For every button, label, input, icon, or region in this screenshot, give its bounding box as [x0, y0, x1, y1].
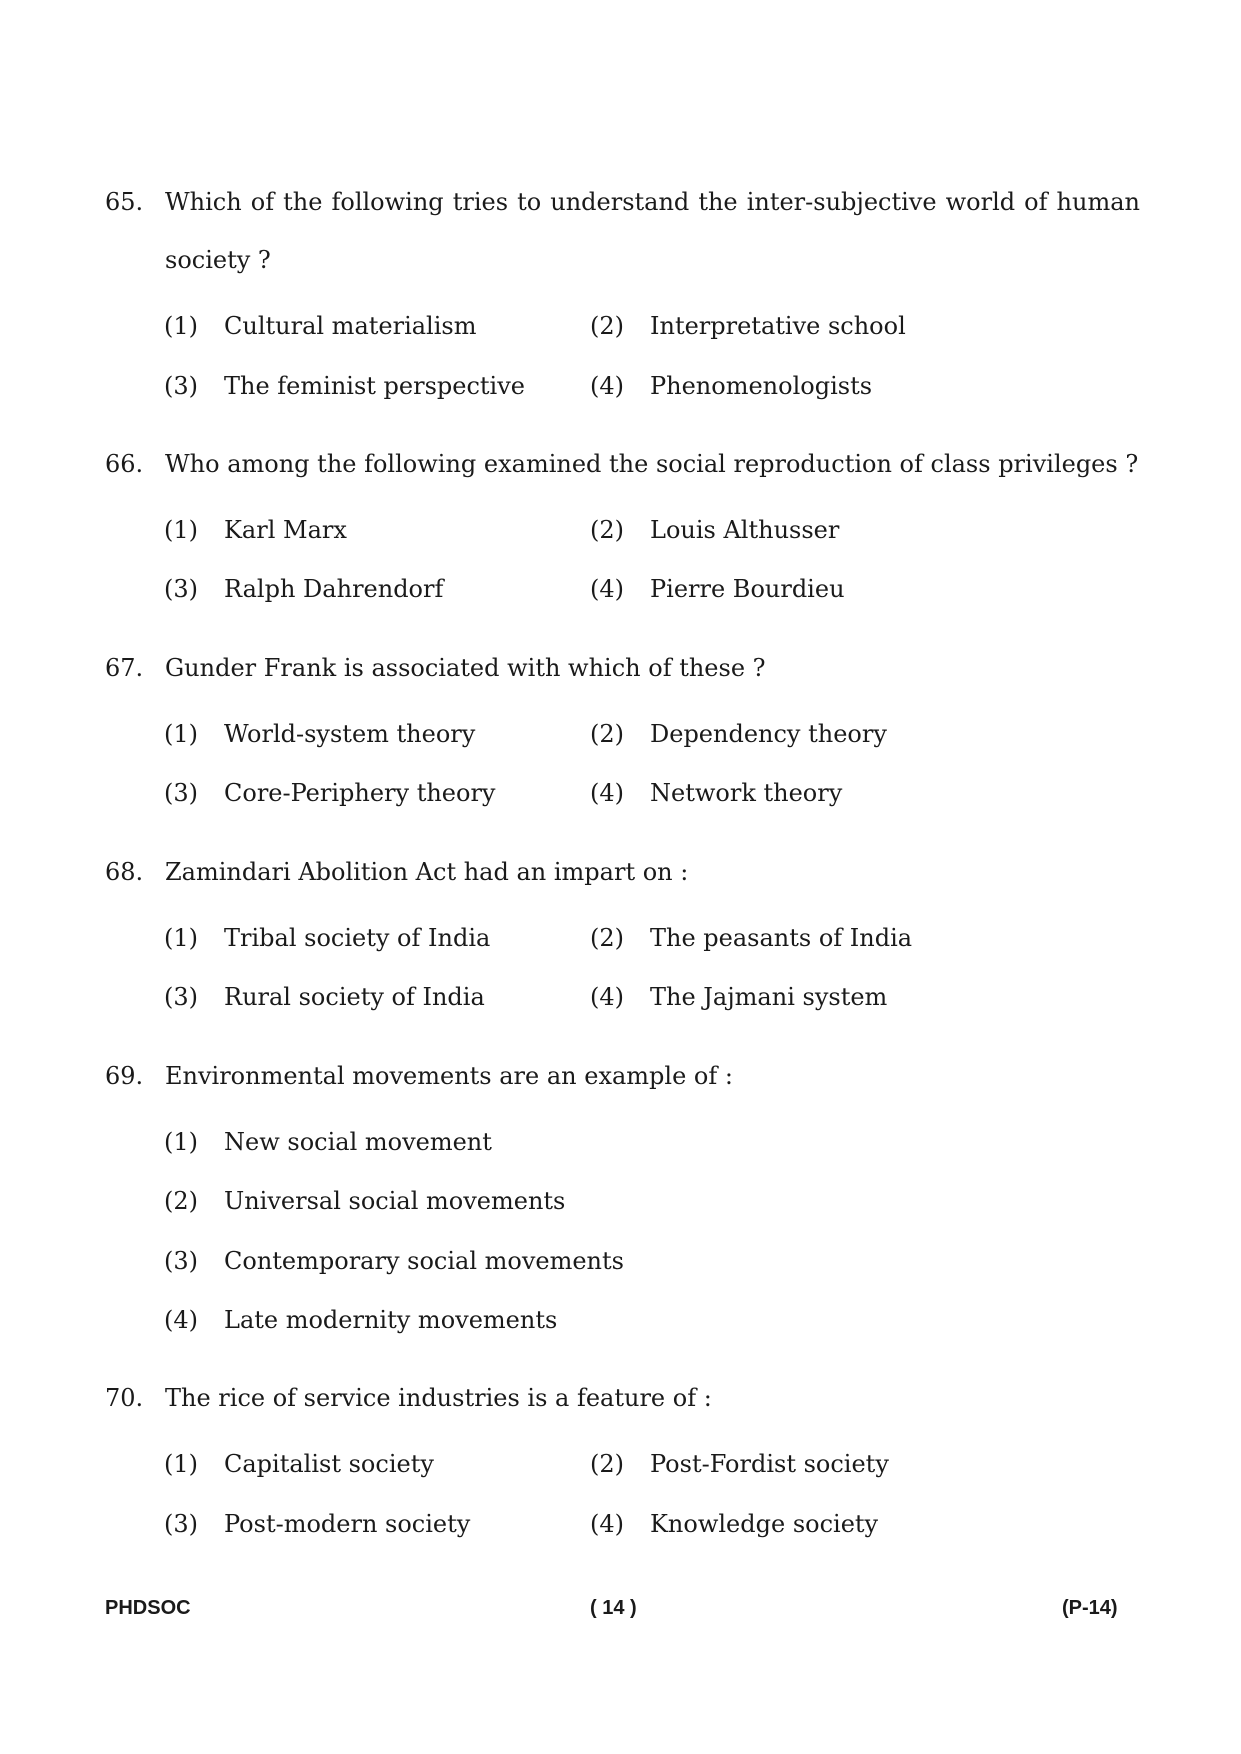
option-number: (1) [164, 312, 198, 340]
option-number: (1) [164, 924, 198, 952]
option-text: Universal social movements [224, 1187, 566, 1215]
option-number: (2) [590, 312, 624, 340]
question-text: Gunder Frank is associated with which of these ? [165, 654, 766, 682]
option-text: Pierre Bourdieu [650, 575, 845, 603]
option-text: Contemporary social movements [224, 1247, 624, 1275]
question-text: Zamindari Abolition Act had an impart on : [165, 858, 689, 886]
option-text: Ralph Dahrendorf [224, 575, 444, 603]
option-number: (3) [164, 1247, 198, 1275]
question-number: 69. [105, 1062, 144, 1090]
footer-page-ref: (P-14) [1062, 1597, 1118, 1619]
question-number: 67. [105, 654, 144, 682]
option-number: (2) [590, 1450, 624, 1478]
question-text: The rice of service industries is a feature of : [165, 1384, 712, 1412]
option-text: Core-Periphery theory [224, 779, 496, 807]
option-text: The peasants of India [650, 924, 913, 952]
option-text: World-system theory [224, 720, 476, 748]
option-text: Louis Althusser [650, 516, 840, 544]
option-number: (3) [164, 575, 198, 603]
option-number: (4) [590, 1510, 624, 1538]
option-number: (3) [164, 983, 198, 1011]
option-number: (1) [164, 1128, 198, 1156]
option-text: New social movement [224, 1128, 492, 1156]
question-text-line1: Which of the following tries to understand the inter-subjective world of human [165, 188, 1140, 216]
question-number: 66. [105, 450, 144, 478]
option-number: (1) [164, 516, 198, 544]
option-text: Late modernity movements [224, 1306, 558, 1334]
option-number: (2) [590, 516, 624, 544]
option-text: Rural society of India [224, 983, 485, 1011]
option-text: Network theory [650, 779, 843, 807]
option-text: Tribal society of India [224, 924, 491, 952]
option-number: (4) [164, 1306, 198, 1334]
option-text: Phenomenologists [650, 372, 873, 400]
option-number: (3) [164, 1510, 198, 1538]
option-text: Karl Marx [224, 516, 347, 544]
question-number: 65. [105, 188, 144, 216]
option-text: Cultural materialism [224, 312, 477, 340]
option-text: Interpretative school [650, 312, 906, 340]
option-text: Dependency theory [650, 720, 887, 748]
option-number: (2) [590, 720, 624, 748]
option-number: (3) [164, 779, 198, 807]
option-number: (1) [164, 1450, 198, 1478]
question-number: 68. [105, 858, 144, 886]
footer-course-code: PHDSOC [105, 1597, 191, 1619]
option-text: Post-Fordist society [650, 1450, 889, 1478]
option-number: (3) [164, 372, 198, 400]
footer-page-number: ( 14 ) [590, 1597, 637, 1619]
option-text: Post-modern society [224, 1510, 471, 1538]
option-text: Capitalist society [224, 1450, 434, 1478]
option-number: (4) [590, 372, 624, 400]
option-number: (4) [590, 983, 624, 1011]
option-number: (4) [590, 575, 624, 603]
option-text: The Jajmani system [650, 983, 888, 1011]
question-text: Who among the following examined the social reproduction of class privileges ? [165, 450, 1139, 478]
option-number: (4) [590, 779, 624, 807]
option-number: (1) [164, 720, 198, 748]
question-number: 70. [105, 1384, 144, 1412]
question-text: Environmental movements are an example of : [165, 1062, 733, 1090]
option-number: (2) [164, 1187, 198, 1215]
question-text-line2: society ? [165, 246, 271, 274]
option-text: The feminist perspective [224, 372, 525, 400]
option-text: Knowledge society [650, 1510, 879, 1538]
option-number: (2) [590, 924, 624, 952]
